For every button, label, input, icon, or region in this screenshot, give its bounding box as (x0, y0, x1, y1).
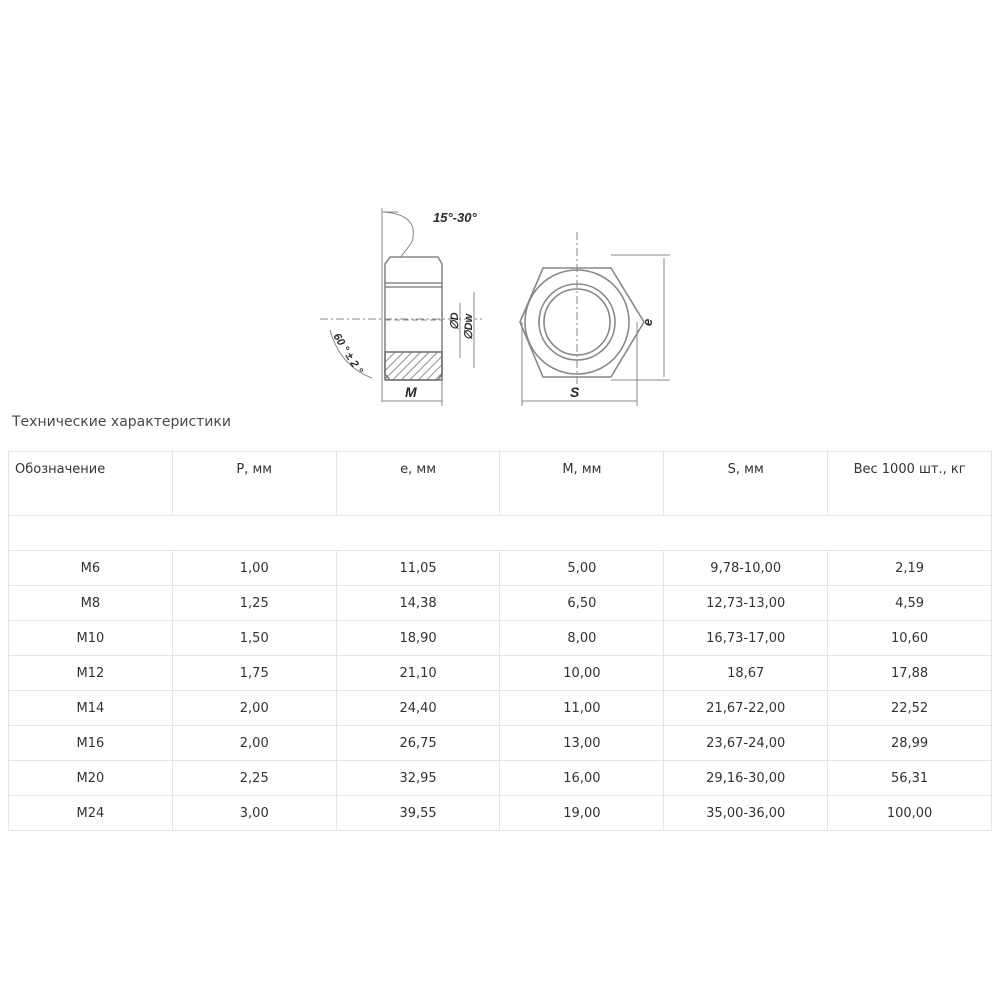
table-row (9, 586, 992, 621)
table-cell: M10 (9, 621, 173, 656)
table-cell: M6 (9, 551, 173, 586)
nut-technical-drawing (300, 195, 700, 410)
table-cell (9, 516, 992, 551)
washer-diameter-label: ∅Dw (463, 313, 475, 340)
table-cell: 18,67 (664, 656, 828, 691)
table-cell: 1,50 (172, 621, 336, 656)
table-cell: 14,38 (336, 586, 500, 621)
section-title: Технические характеристики (12, 414, 231, 430)
table-cell: 2,25 (172, 761, 336, 796)
nut-side-view (320, 208, 482, 406)
table-cell: 2,00 (172, 726, 336, 761)
table-row (9, 761, 992, 796)
table-cell: M24 (9, 796, 173, 831)
table-cell: M8 (9, 586, 173, 621)
table-cell: 10,60 (828, 621, 992, 656)
table-cell: 26,75 (336, 726, 500, 761)
across-corners-label: e (640, 318, 655, 326)
column-header: Обозначение (9, 452, 173, 516)
column-header: Вес 1000 шт., кг (828, 452, 992, 516)
column-header: P, мм (172, 452, 336, 516)
table-cell: M20 (9, 761, 173, 796)
table-cell: 17,88 (828, 656, 992, 691)
table-cell: M14 (9, 691, 173, 726)
column-header: e, мм (336, 452, 500, 516)
table-row (9, 621, 992, 656)
table-cell: 12,73-13,00 (664, 586, 828, 621)
table-cell: 29,16-30,00 (664, 761, 828, 796)
table-cell: 24,40 (336, 691, 500, 726)
table-cell: M16 (9, 726, 173, 761)
table-cell: 18,90 (336, 621, 500, 656)
table-cell: 16,00 (500, 761, 664, 796)
table-cell: 9,78-10,00 (664, 551, 828, 586)
table-cell: 8,00 (500, 621, 664, 656)
table-cell: 13,00 (500, 726, 664, 761)
table-cell: 1,25 (172, 586, 336, 621)
table-row (9, 796, 992, 831)
table-cell: 21,10 (336, 656, 500, 691)
table-cell: 2,19 (828, 551, 992, 586)
inner-diameter-label: ∅D (449, 312, 461, 330)
table-cell: 3,00 (172, 796, 336, 831)
table-row (9, 656, 992, 691)
table-header-row (9, 452, 992, 516)
column-header: S, мм (664, 452, 828, 516)
table-cell: 35,00-36,00 (664, 796, 828, 831)
specifications-table (8, 451, 992, 831)
table-cell: M12 (9, 656, 173, 691)
table-cell: 4,59 (828, 586, 992, 621)
table-cell: 21,67-22,00 (664, 691, 828, 726)
table-cell: 23,67-24,00 (664, 726, 828, 761)
table-cell: 16,73-17,00 (664, 621, 828, 656)
table-cell: 56,31 (828, 761, 992, 796)
column-header: M, мм (500, 452, 664, 516)
table-cell: 11,00 (500, 691, 664, 726)
table-row (9, 551, 992, 586)
height-label: M (405, 384, 417, 400)
table-cell: 2,00 (172, 691, 336, 726)
angle-label: 15°-30° (433, 210, 477, 225)
table-row (9, 691, 992, 726)
table-cell: 1,75 (172, 656, 336, 691)
table-cell: 100,00 (828, 796, 992, 831)
table-cell: 5,00 (500, 551, 664, 586)
table-cell: 22,52 (828, 691, 992, 726)
chamfer-angle-label: 60 ° ± 2 ° (330, 331, 365, 377)
table-cell: 11,05 (336, 551, 500, 586)
across-flats-label: S (570, 384, 580, 400)
table-cell: 32,95 (336, 761, 500, 796)
table-row (9, 726, 992, 761)
table-cell: 6,50 (500, 586, 664, 621)
table-spacer-row (9, 516, 992, 551)
table-cell: 1,00 (172, 551, 336, 586)
table-cell: 28,99 (828, 726, 992, 761)
table-cell: 19,00 (500, 796, 664, 831)
table-cell: 10,00 (500, 656, 664, 691)
table-cell: 39,55 (336, 796, 500, 831)
